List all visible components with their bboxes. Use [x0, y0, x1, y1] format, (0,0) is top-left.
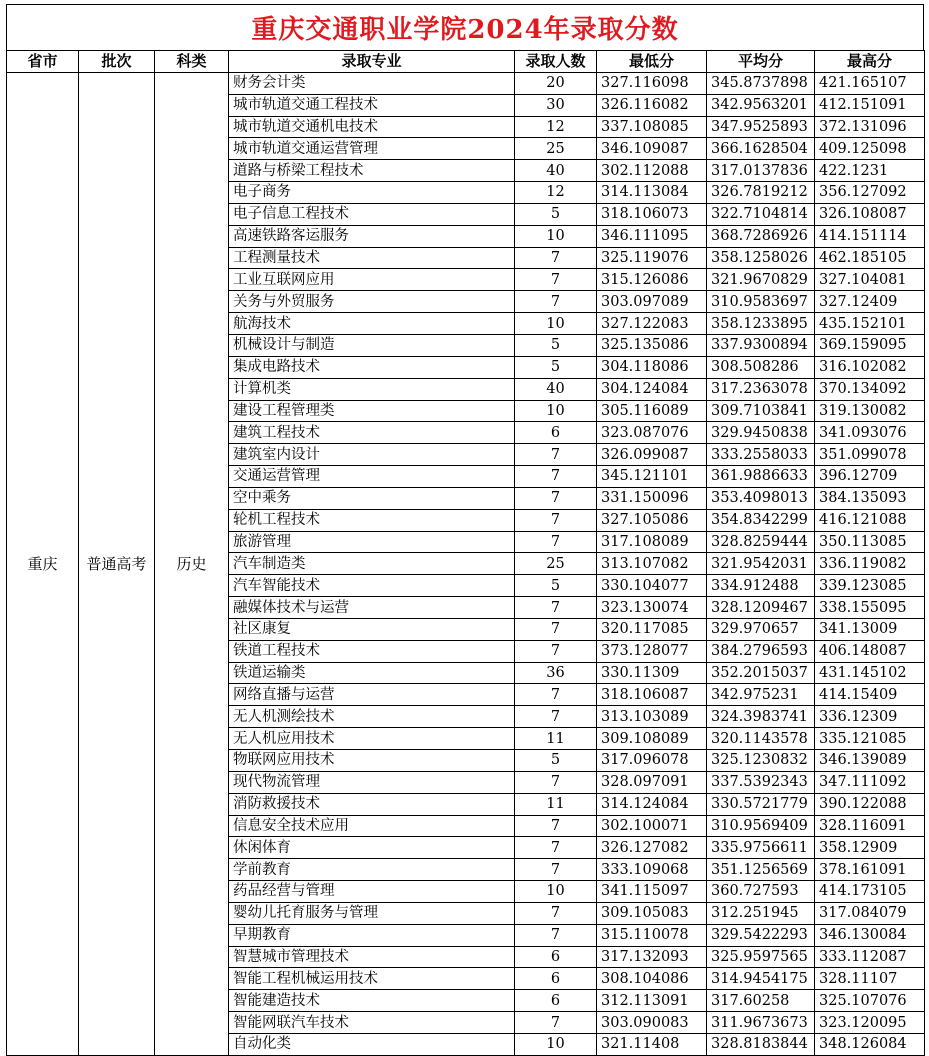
enrolled-cell: 7: [515, 509, 597, 531]
enrolled-cell: 7: [515, 444, 597, 466]
enrolled-cell: 6: [515, 946, 597, 968]
page-title: 重庆交通职业学院2024年录取分数: [251, 15, 679, 45]
major-cell: 汽车智能技术: [229, 575, 515, 597]
header-province: 省市: [7, 51, 79, 73]
enrolled-cell: 40: [515, 378, 597, 400]
major-cell: 电子信息工程技术: [229, 203, 515, 225]
min-score-cell: 337.108085: [597, 116, 707, 138]
max-score-cell: 327.104081: [815, 269, 925, 291]
min-score-cell: 312.113091: [597, 990, 707, 1012]
major-cell: 道路与桥梁工程技术: [229, 160, 515, 182]
max-score-cell: 414.151114: [815, 225, 925, 247]
min-score-cell: 341.115097: [597, 881, 707, 903]
min-score-cell: 330.104077: [597, 575, 707, 597]
min-score-cell: 323.087076: [597, 422, 707, 444]
avg-score-cell: 368.7286926: [707, 225, 815, 247]
category-cell: 历史: [155, 72, 229, 1055]
enrolled-cell: 10: [515, 313, 597, 335]
enrolled-cell: 5: [515, 334, 597, 356]
max-score-cell: 341.13009: [815, 618, 925, 640]
major-cell: 旅游管理: [229, 531, 515, 553]
enrolled-cell: 7: [515, 815, 597, 837]
enrolled-cell: 10: [515, 400, 597, 422]
max-score-cell: 328.11107: [815, 968, 925, 990]
max-score-cell: 327.12409: [815, 291, 925, 313]
major-cell: 早期教育: [229, 924, 515, 946]
min-score-cell: 326.099087: [597, 444, 707, 466]
avg-score-cell: 322.7104814: [707, 203, 815, 225]
max-score-cell: 346.130084: [815, 924, 925, 946]
major-cell: 物联网应用技术: [229, 750, 515, 772]
enrolled-cell: 12: [515, 182, 597, 204]
max-score-cell: 356.127092: [815, 182, 925, 204]
avg-score-cell: 310.9583697: [707, 291, 815, 313]
avg-score-cell: 361.9886633: [707, 466, 815, 488]
max-score-cell: 358.12909: [815, 837, 925, 859]
max-score-cell: 421.165107: [815, 72, 925, 94]
min-score-cell: 326.127082: [597, 837, 707, 859]
enrolled-cell: 7: [515, 640, 597, 662]
major-cell: 现代物流管理: [229, 771, 515, 793]
avg-score-cell: 317.2363078: [707, 378, 815, 400]
max-score-cell: 431.145102: [815, 662, 925, 684]
enrolled-cell: 7: [515, 618, 597, 640]
major-cell: 铁道运输类: [229, 662, 515, 684]
min-score-cell: 314.124084: [597, 793, 707, 815]
enrolled-cell: 7: [515, 924, 597, 946]
major-cell: 工业互联网应用: [229, 269, 515, 291]
avg-score-cell: 329.5422293: [707, 924, 815, 946]
max-score-cell: 317.084079: [815, 902, 925, 924]
enrolled-cell: 10: [515, 881, 597, 903]
min-score-cell: 330.11309: [597, 662, 707, 684]
max-score-cell: 335.121085: [815, 728, 925, 750]
enrolled-cell: 7: [515, 902, 597, 924]
min-score-cell: 305.116089: [597, 400, 707, 422]
min-score-cell: 345.121101: [597, 466, 707, 488]
avg-score-cell: 334.912488: [707, 575, 815, 597]
enrolled-cell: 7: [515, 597, 597, 619]
enrolled-cell: 20: [515, 72, 597, 94]
min-score-cell: 313.103089: [597, 706, 707, 728]
enrolled-cell: 5: [515, 575, 597, 597]
enrolled-cell: 25: [515, 138, 597, 160]
enrolled-cell: 7: [515, 269, 597, 291]
major-cell: 休闲体育: [229, 837, 515, 859]
major-cell: 自动化类: [229, 1033, 515, 1055]
max-score-cell: 326.108087: [815, 203, 925, 225]
min-score-cell: 331.150096: [597, 487, 707, 509]
avg-score-cell: 328.1209467: [707, 597, 815, 619]
major-cell: 财务会计类: [229, 72, 515, 94]
major-cell: 药品经营与管理: [229, 881, 515, 903]
max-score-cell: 348.126084: [815, 1033, 925, 1055]
max-score-cell: 316.102082: [815, 356, 925, 378]
max-score-cell: 370.134092: [815, 378, 925, 400]
avg-score-cell: 309.7103841: [707, 400, 815, 422]
enrolled-cell: 10: [515, 225, 597, 247]
header-batch: 批次: [79, 51, 155, 73]
min-score-cell: 314.113084: [597, 182, 707, 204]
max-score-cell: 409.125098: [815, 138, 925, 160]
major-cell: 空中乘务: [229, 487, 515, 509]
admission-sheet: [6, 4, 924, 1056]
enrolled-cell: 11: [515, 728, 597, 750]
avg-score-cell: 333.2558033: [707, 444, 815, 466]
avg-score-cell: 325.9597565: [707, 946, 815, 968]
avg-score-cell: 317.60258: [707, 990, 815, 1012]
min-score-cell: 317.108089: [597, 531, 707, 553]
enrolled-cell: 7: [515, 247, 597, 269]
max-score-cell: 384.135093: [815, 487, 925, 509]
major-cell: 城市轨道交通机电技术: [229, 116, 515, 138]
avg-score-cell: 358.1258026: [707, 247, 815, 269]
max-score-cell: 319.130082: [815, 400, 925, 422]
avg-score-cell: 353.4098013: [707, 487, 815, 509]
max-score-cell: 328.116091: [815, 815, 925, 837]
major-cell: 无人机测绘技术: [229, 706, 515, 728]
province-cell: 重庆: [7, 72, 79, 1055]
max-score-cell: 369.159095: [815, 334, 925, 356]
min-score-cell: 302.112088: [597, 160, 707, 182]
major-cell: 融媒体技术与运营: [229, 597, 515, 619]
min-score-cell: 318.106073: [597, 203, 707, 225]
avg-score-cell: 326.7819212: [707, 182, 815, 204]
min-score-cell: 309.108089: [597, 728, 707, 750]
min-score-cell: 323.130074: [597, 597, 707, 619]
enrolled-cell: 7: [515, 531, 597, 553]
major-cell: 建筑室内设计: [229, 444, 515, 466]
max-score-cell: 347.111092: [815, 771, 925, 793]
enrolled-cell: 7: [515, 837, 597, 859]
header-max-score: 最高分: [815, 51, 925, 73]
major-cell: 交通运营管理: [229, 466, 515, 488]
min-score-cell: 327.122083: [597, 313, 707, 335]
title-bar: [6, 4, 924, 50]
min-score-cell: 308.104086: [597, 968, 707, 990]
avg-score-cell: 324.3983741: [707, 706, 815, 728]
min-score-cell: 303.097089: [597, 291, 707, 313]
min-score-cell: 346.111095: [597, 225, 707, 247]
avg-score-cell: 329.9450838: [707, 422, 815, 444]
max-score-cell: 339.123085: [815, 575, 925, 597]
major-cell: 高速铁路客运服务: [229, 225, 515, 247]
avg-score-cell: 347.9525893: [707, 116, 815, 138]
avg-score-cell: 325.1230832: [707, 750, 815, 772]
major-cell: 航海技术: [229, 313, 515, 335]
max-score-cell: 338.155095: [815, 597, 925, 619]
enrolled-cell: 11: [515, 793, 597, 815]
table-row: [7, 72, 925, 94]
avg-score-cell: 337.9300894: [707, 334, 815, 356]
avg-score-cell: 328.8183844: [707, 1033, 815, 1055]
max-score-cell: 351.099078: [815, 444, 925, 466]
min-score-cell: 327.105086: [597, 509, 707, 531]
avg-score-cell: 352.2015037: [707, 662, 815, 684]
min-score-cell: 317.132093: [597, 946, 707, 968]
enrolled-cell: 36: [515, 662, 597, 684]
max-score-cell: 372.131096: [815, 116, 925, 138]
avg-score-cell: 317.0137836: [707, 160, 815, 182]
major-cell: 铁道工程技术: [229, 640, 515, 662]
avg-score-cell: 321.9542031: [707, 553, 815, 575]
max-score-cell: 336.119082: [815, 553, 925, 575]
enrolled-cell: 7: [515, 1012, 597, 1034]
avg-score-cell: 312.251945: [707, 902, 815, 924]
header-category: 科类: [155, 51, 229, 73]
enrolled-cell: 7: [515, 859, 597, 881]
min-score-cell: 304.118086: [597, 356, 707, 378]
major-cell: 无人机应用技术: [229, 728, 515, 750]
min-score-cell: 315.126086: [597, 269, 707, 291]
max-score-cell: 325.107076: [815, 990, 925, 1012]
major-cell: 计算机类: [229, 378, 515, 400]
header-min-score: 最低分: [597, 51, 707, 73]
enrolled-cell: 5: [515, 203, 597, 225]
min-score-cell: 321.11408: [597, 1033, 707, 1055]
enrolled-cell: 7: [515, 771, 597, 793]
avg-score-cell: 360.727593: [707, 881, 815, 903]
avg-score-cell: 335.9756611: [707, 837, 815, 859]
min-score-cell: 315.110078: [597, 924, 707, 946]
enrolled-cell: 10: [515, 1033, 597, 1055]
enrolled-cell: 7: [515, 487, 597, 509]
min-score-cell: 326.116082: [597, 94, 707, 116]
enrolled-cell: 25: [515, 553, 597, 575]
max-score-cell: 336.12309: [815, 706, 925, 728]
max-score-cell: 323.120095: [815, 1012, 925, 1034]
enrolled-cell: 6: [515, 990, 597, 1012]
max-score-cell: 346.139089: [815, 750, 925, 772]
min-score-cell: 328.097091: [597, 771, 707, 793]
avg-score-cell: 320.1143578: [707, 728, 815, 750]
avg-score-cell: 342.975231: [707, 684, 815, 706]
enrolled-cell: 7: [515, 291, 597, 313]
avg-score-cell: 342.9563201: [707, 94, 815, 116]
major-cell: 建筑工程技术: [229, 422, 515, 444]
major-cell: 社区康复: [229, 618, 515, 640]
max-score-cell: 462.185105: [815, 247, 925, 269]
min-score-cell: 317.096078: [597, 750, 707, 772]
enrolled-cell: 7: [515, 684, 597, 706]
major-cell: 婴幼儿托育服务与管理: [229, 902, 515, 924]
major-cell: 城市轨道交通工程技术: [229, 94, 515, 116]
header-enrolled: 录取人数: [515, 51, 597, 73]
table-body: [7, 72, 925, 1055]
avg-score-cell: 311.9673673: [707, 1012, 815, 1034]
avg-score-cell: 384.2796593: [707, 640, 815, 662]
max-score-cell: 378.161091: [815, 859, 925, 881]
avg-score-cell: 345.8737898: [707, 72, 815, 94]
major-cell: 智慧城市管理技术: [229, 946, 515, 968]
max-score-cell: 390.122088: [815, 793, 925, 815]
max-score-cell: 396.12709: [815, 466, 925, 488]
max-score-cell: 422.1231: [815, 160, 925, 182]
avg-score-cell: 358.1233895: [707, 313, 815, 335]
admission-table: [6, 50, 925, 1056]
enrolled-cell: 6: [515, 422, 597, 444]
major-cell: 学前教育: [229, 859, 515, 881]
major-cell: 网络直播与运营: [229, 684, 515, 706]
avg-score-cell: 337.5392343: [707, 771, 815, 793]
max-score-cell: 414.15409: [815, 684, 925, 706]
avg-score-cell: 330.5721779: [707, 793, 815, 815]
enrolled-cell: 5: [515, 356, 597, 378]
major-cell: 关务与外贸服务: [229, 291, 515, 313]
enrolled-cell: 6: [515, 968, 597, 990]
min-score-cell: 327.116098: [597, 72, 707, 94]
enrolled-cell: 12: [515, 116, 597, 138]
header-avg-score: 平均分: [707, 51, 815, 73]
max-score-cell: 435.152101: [815, 313, 925, 335]
min-score-cell: 373.128077: [597, 640, 707, 662]
min-score-cell: 309.105083: [597, 902, 707, 924]
avg-score-cell: 314.9454175: [707, 968, 815, 990]
avg-score-cell: 328.8259444: [707, 531, 815, 553]
max-score-cell: 341.093076: [815, 422, 925, 444]
enrolled-cell: 5: [515, 750, 597, 772]
min-score-cell: 302.100071: [597, 815, 707, 837]
avg-score-cell: 321.9670829: [707, 269, 815, 291]
min-score-cell: 325.119076: [597, 247, 707, 269]
major-cell: 电子商务: [229, 182, 515, 204]
max-score-cell: 412.151091: [815, 94, 925, 116]
header-major: 录取专业: [229, 51, 515, 73]
enrolled-cell: 40: [515, 160, 597, 182]
major-cell: 机械设计与制造: [229, 334, 515, 356]
max-score-cell: 414.173105: [815, 881, 925, 903]
avg-score-cell: 351.1256569: [707, 859, 815, 881]
major-cell: 集成电路技术: [229, 356, 515, 378]
avg-score-cell: 308.508286: [707, 356, 815, 378]
enrolled-cell: 7: [515, 466, 597, 488]
major-cell: 智能工程机械运用技术: [229, 968, 515, 990]
min-score-cell: 320.117085: [597, 618, 707, 640]
header-row: [7, 51, 925, 73]
min-score-cell: 325.135086: [597, 334, 707, 356]
min-score-cell: 333.109068: [597, 859, 707, 881]
min-score-cell: 318.106087: [597, 684, 707, 706]
major-cell: 建设工程管理类: [229, 400, 515, 422]
max-score-cell: 333.112087: [815, 946, 925, 968]
major-cell: 信息安全技术应用: [229, 815, 515, 837]
max-score-cell: 416.121088: [815, 509, 925, 531]
min-score-cell: 346.109087: [597, 138, 707, 160]
major-cell: 汽车制造类: [229, 553, 515, 575]
avg-score-cell: 354.8342299: [707, 509, 815, 531]
max-score-cell: 350.113085: [815, 531, 925, 553]
avg-score-cell: 329.970657: [707, 618, 815, 640]
major-cell: 智能网联汽车技术: [229, 1012, 515, 1034]
batch-cell: 普通高考: [79, 72, 155, 1055]
major-cell: 城市轨道交通运营管理: [229, 138, 515, 160]
enrolled-cell: 30: [515, 94, 597, 116]
avg-score-cell: 310.9569409: [707, 815, 815, 837]
min-score-cell: 304.124084: [597, 378, 707, 400]
major-cell: 轮机工程技术: [229, 509, 515, 531]
min-score-cell: 303.090083: [597, 1012, 707, 1034]
major-cell: 消防救援技术: [229, 793, 515, 815]
major-cell: 工程测量技术: [229, 247, 515, 269]
major-cell: 智能建造技术: [229, 990, 515, 1012]
max-score-cell: 406.148087: [815, 640, 925, 662]
enrolled-cell: 7: [515, 706, 597, 728]
min-score-cell: 313.107082: [597, 553, 707, 575]
avg-score-cell: 366.1628504: [707, 138, 815, 160]
